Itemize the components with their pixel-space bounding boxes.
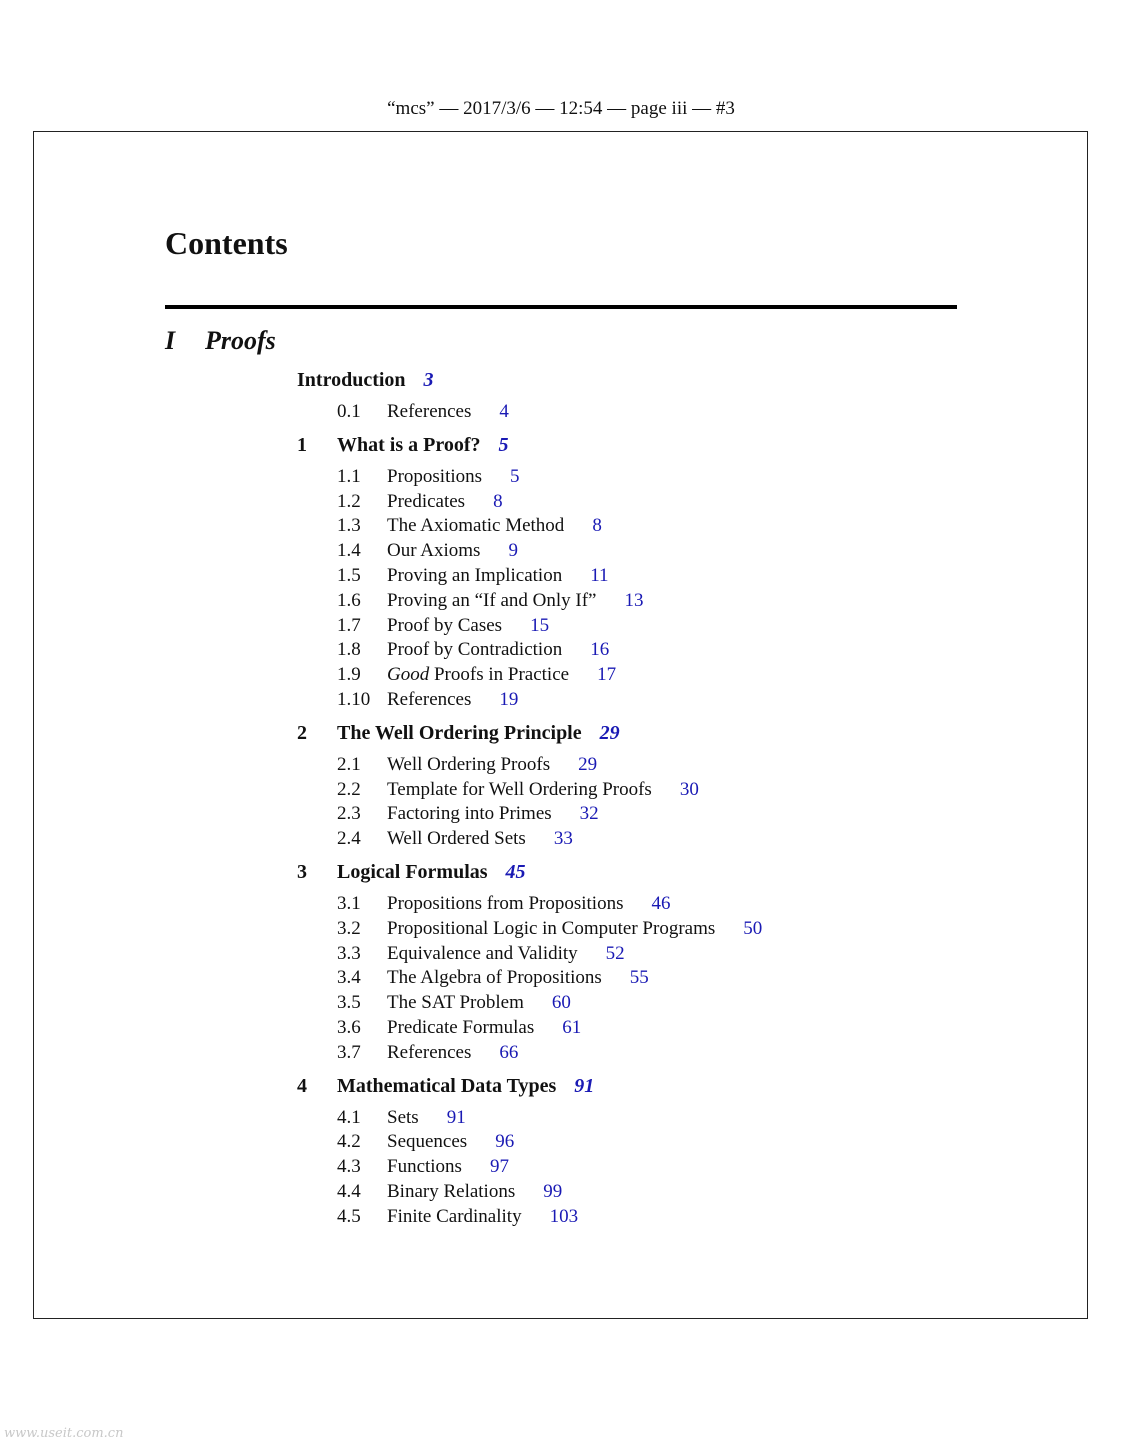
section-page-link[interactable]: 46 [651, 892, 671, 914]
part-heading [165, 326, 276, 356]
section-number: 4.2 [337, 1131, 361, 1153]
section-page-link[interactable]: 103 [549, 1205, 579, 1227]
section-page-link[interactable]: 4 [499, 401, 509, 422]
section-page-link[interactable]: 9 [508, 540, 518, 562]
section-number: 2.3 [337, 803, 361, 825]
toc-section[interactable] [297, 514, 997, 539]
section-page-link[interactable]: 19 [499, 688, 519, 710]
chapter-number: 2 [297, 721, 307, 744]
section-title: Propositional Logic in Computer Programs [387, 917, 716, 939]
section-number: 1.9 [337, 664, 361, 686]
chapter-title: Introduction [297, 369, 406, 391]
section-page-link[interactable]: 5 [510, 465, 520, 487]
section-number: 3.7 [337, 1041, 361, 1063]
toc-section[interactable] [297, 1106, 997, 1131]
section-title: Proofs in Practice [429, 664, 570, 686]
section-title: Propositions from Propositions [387, 892, 624, 914]
toc-chapter[interactable] [297, 719, 997, 750]
page-title: Contents [165, 225, 288, 261]
section-title: Template for Well Ordering Proofs [387, 778, 652, 800]
section-title: Finite Cardinality [387, 1205, 522, 1227]
section-number: 1.8 [337, 639, 361, 661]
section-number: 1.3 [337, 515, 361, 537]
chapter-title: The Well Ordering Principle [337, 721, 582, 744]
section-number: 3.6 [337, 1016, 361, 1038]
toc-section[interactable] [297, 638, 997, 663]
chapter-number: 3 [297, 860, 307, 883]
section-title: Sequences [387, 1131, 468, 1153]
toc-chapter[interactable] [297, 366, 997, 397]
title-rule [165, 305, 957, 309]
section-number: 2.4 [337, 828, 361, 850]
section-number: 1.10 [337, 688, 371, 710]
toc-section[interactable] [297, 1130, 997, 1155]
section-page-link[interactable]: 66 [499, 1041, 519, 1063]
section-number: 4.1 [337, 1106, 361, 1128]
section-title: Well Ordered Sets [387, 828, 526, 850]
toc-section[interactable] [297, 827, 997, 852]
toc-section[interactable] [297, 753, 997, 778]
section-number: 3.3 [337, 942, 361, 964]
section-page-link[interactable]: 30 [679, 778, 699, 800]
section-title: Proof by Contradiction [387, 639, 563, 661]
section-title: Well Ordering Proofs [387, 753, 551, 775]
section-page-link[interactable]: 13 [624, 589, 644, 611]
section-page-link[interactable]: 96 [495, 1131, 515, 1153]
table-of-contents [297, 366, 997, 1236]
toc-section[interactable] [297, 688, 997, 713]
section-title: Equivalence and Validity [387, 942, 578, 964]
section-number: 0.1 [337, 401, 361, 422]
section-page-link[interactable]: 11 [590, 564, 609, 586]
chapter-title: What is a Proof? [337, 433, 481, 456]
toc-section[interactable] [297, 564, 997, 589]
chapter-number: 1 [297, 433, 307, 456]
section-page-link[interactable]: 16 [590, 639, 610, 661]
toc-section[interactable] [297, 892, 997, 917]
section-number: 3.5 [337, 992, 361, 1014]
section-title: Predicate Formulas [387, 1016, 535, 1038]
section-page-link[interactable]: 17 [597, 664, 617, 686]
section-number: 1.1 [337, 465, 361, 487]
section-number: 3.1 [337, 892, 361, 914]
toc-section[interactable] [297, 778, 997, 803]
watermark: www.useit.com.cn [4, 1426, 124, 1441]
toc-section[interactable] [297, 1041, 997, 1066]
toc-section[interactable] [297, 614, 997, 639]
chapter-page-link[interactable]: 45 [505, 860, 526, 883]
section-number: 4.3 [337, 1156, 361, 1178]
section-page-link[interactable]: 50 [743, 917, 763, 939]
section-page-link[interactable]: 32 [579, 803, 599, 825]
chapter-page-link[interactable]: 91 [574, 1074, 595, 1097]
toc-section[interactable] [297, 991, 997, 1016]
section-page-link[interactable]: 52 [605, 942, 625, 964]
toc-chapter[interactable] [297, 1072, 997, 1103]
part-number: I [165, 326, 176, 355]
toc-section[interactable] [297, 465, 997, 490]
toc-chapter[interactable] [297, 858, 997, 889]
section-page-link[interactable]: 97 [489, 1156, 509, 1178]
chapter-title: Logical Formulas [337, 860, 488, 883]
section-title: Binary Relations [387, 1180, 516, 1202]
toc-section[interactable] [297, 663, 997, 688]
chapter-number: 4 [297, 1074, 307, 1097]
section-page-link[interactable]: 33 [553, 828, 573, 850]
section-title: Proving an “If and Only If” [387, 589, 597, 611]
part-title: Proofs [205, 326, 276, 355]
toc-section[interactable] [297, 1155, 997, 1180]
toc-section[interactable] [297, 1016, 997, 1041]
toc-section[interactable] [297, 942, 997, 967]
chapter-page-link[interactable]: 29 [599, 721, 620, 744]
chapter-page-link[interactable]: 5 [498, 433, 509, 456]
section-title: Sets [387, 1106, 419, 1128]
section-page-link[interactable]: 55 [629, 967, 649, 989]
toc-chapter[interactable] [297, 431, 997, 462]
section-title: Proof by Cases [387, 614, 503, 636]
section-number: 3.2 [337, 917, 361, 939]
section-number: 4.4 [337, 1180, 361, 1202]
section-number: 1.5 [337, 564, 361, 586]
chapter-title: Mathematical Data Types [337, 1074, 557, 1097]
section-title: The SAT Problem [387, 992, 524, 1014]
section-title: Our Axioms [387, 540, 481, 562]
section-title: Predicates [387, 490, 466, 512]
section-page-link[interactable]: 29 [578, 753, 598, 775]
running-header: “mcs” — 2017/3/6 — 12:54 — page iii — #3 [387, 98, 735, 119]
section-title: Proving an Implication [387, 564, 563, 586]
section-number: 2.1 [337, 753, 361, 775]
chapter-page-link[interactable]: 3 [423, 369, 434, 391]
toc-section[interactable] [297, 966, 997, 991]
section-number: 4.5 [337, 1205, 361, 1227]
toc-section[interactable] [297, 802, 997, 827]
toc-section[interactable] [297, 490, 997, 515]
toc-section[interactable] [297, 400, 997, 425]
section-title: References [387, 688, 472, 710]
section-page-link[interactable]: 8 [493, 490, 503, 512]
section-title: Functions [387, 1156, 462, 1178]
section-page-link[interactable]: 60 [551, 992, 571, 1014]
section-number: 3.4 [337, 967, 361, 989]
section-title: References [387, 401, 472, 422]
toc-section[interactable] [297, 539, 997, 564]
section-number: 1.2 [337, 490, 361, 512]
toc-section[interactable] [297, 1180, 997, 1205]
section-page-link[interactable]: 15 [530, 614, 550, 636]
section-number: 1.6 [337, 589, 361, 611]
toc-section[interactable] [297, 1205, 997, 1230]
section-number: 1.4 [337, 540, 361, 562]
section-title: References [387, 1041, 472, 1063]
section-title: The Algebra of Propositions [387, 967, 602, 989]
section-page-link[interactable]: 61 [562, 1016, 582, 1038]
toc-section[interactable] [297, 589, 997, 614]
section-title-emphasis: Good [387, 664, 430, 686]
section-title: Propositions [387, 465, 483, 487]
section-number: 1.7 [337, 614, 361, 636]
toc-section[interactable] [297, 917, 997, 942]
section-title: Factoring into Primes [387, 803, 552, 825]
section-number: 2.2 [337, 778, 361, 800]
section-page-link[interactable]: 91 [446, 1106, 466, 1128]
section-title: The Axiomatic Method [387, 515, 565, 537]
section-page-link[interactable]: 99 [543, 1180, 563, 1202]
section-page-link[interactable]: 8 [592, 515, 602, 537]
